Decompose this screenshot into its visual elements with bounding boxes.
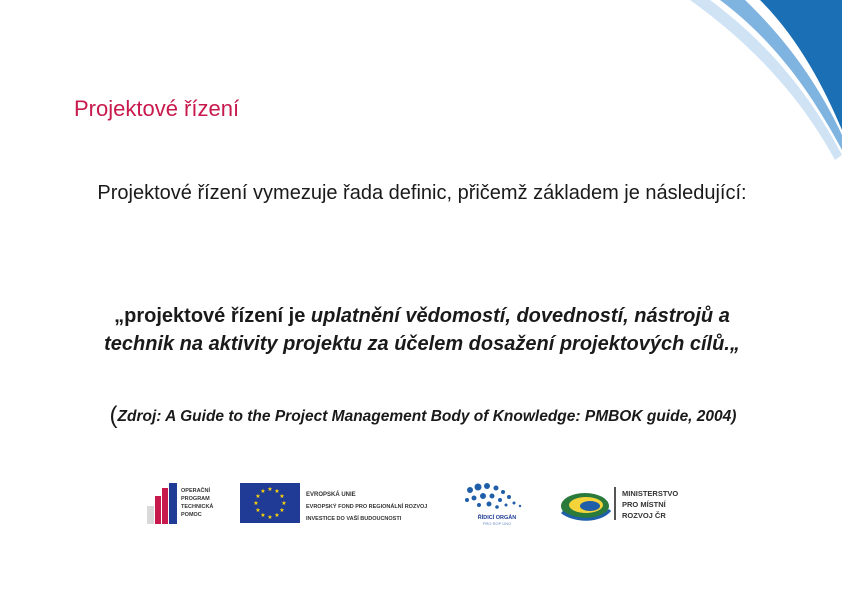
op-line-1: OPERAČNÍ [181, 488, 211, 494]
quote-emphasis: uplatnění vědomostí, dovedností, nástrojů a technik na aktivity projektu za účelem dosažení projektových cílů.„ [104, 305, 740, 355]
svg-text:★: ★ [255, 507, 261, 514]
quote-opening: „projektové řízení je [114, 305, 311, 327]
mmr-logo [561, 487, 678, 520]
ro-line-1: ŘÍDICÍ ORGÁN [477, 515, 517, 521]
logo-strip [0, 478, 842, 538]
definition-quote [80, 302, 764, 358]
ro-line-2: PRO ROP ÚNO [482, 521, 512, 526]
svg-text:★: ★ [260, 488, 266, 495]
eu-line-1: EVROPSKÁ UNIE [306, 492, 356, 498]
svg-text:★: ★ [279, 493, 285, 500]
mmr-line-3: ROZVOJ ČR [622, 511, 666, 520]
op-line-4: POMOC [181, 512, 202, 518]
source-citation [78, 404, 768, 428]
eu-line-2: EVROPSKÝ FOND PRO REGIONÁLNÍ ROZVOJ [306, 504, 428, 510]
mmr-line-2: PRO MÍSTNÍ [622, 500, 666, 509]
op-tp-logo [147, 483, 213, 524]
svg-text:★: ★ [253, 500, 259, 507]
svg-text:★: ★ [267, 514, 273, 521]
eu-line-3: INVESTICE DO VAŠÍ BUDOUCNOSTI [306, 516, 402, 522]
svg-text:★: ★ [274, 488, 280, 495]
svg-text:★: ★ [279, 507, 285, 514]
svg-text:★: ★ [260, 512, 266, 519]
op-line-3: TECHNICKÁ [181, 504, 214, 510]
svg-text:★: ★ [255, 493, 261, 500]
svg-text:★: ★ [267, 486, 273, 493]
op-line-2: PROGRAM [181, 496, 210, 502]
source-paren: ( [109, 402, 118, 429]
ridici-organ-logo [465, 483, 521, 526]
mmr-line-1: MINISTERSTVO [622, 489, 679, 498]
eu-flag-icon [240, 483, 300, 523]
svg-text:★: ★ [274, 512, 280, 519]
intro-text: Projektové řízení vymezuje řada definic, přičemž základem je následující: [97, 182, 747, 204]
svg-text:★: ★ [281, 500, 287, 507]
source-text: Zdroj: A Guide to the Project Management Body of Knowledge: PMBOK guide, 2004) [117, 408, 737, 425]
page-title: Projektové řízení [74, 96, 240, 121]
